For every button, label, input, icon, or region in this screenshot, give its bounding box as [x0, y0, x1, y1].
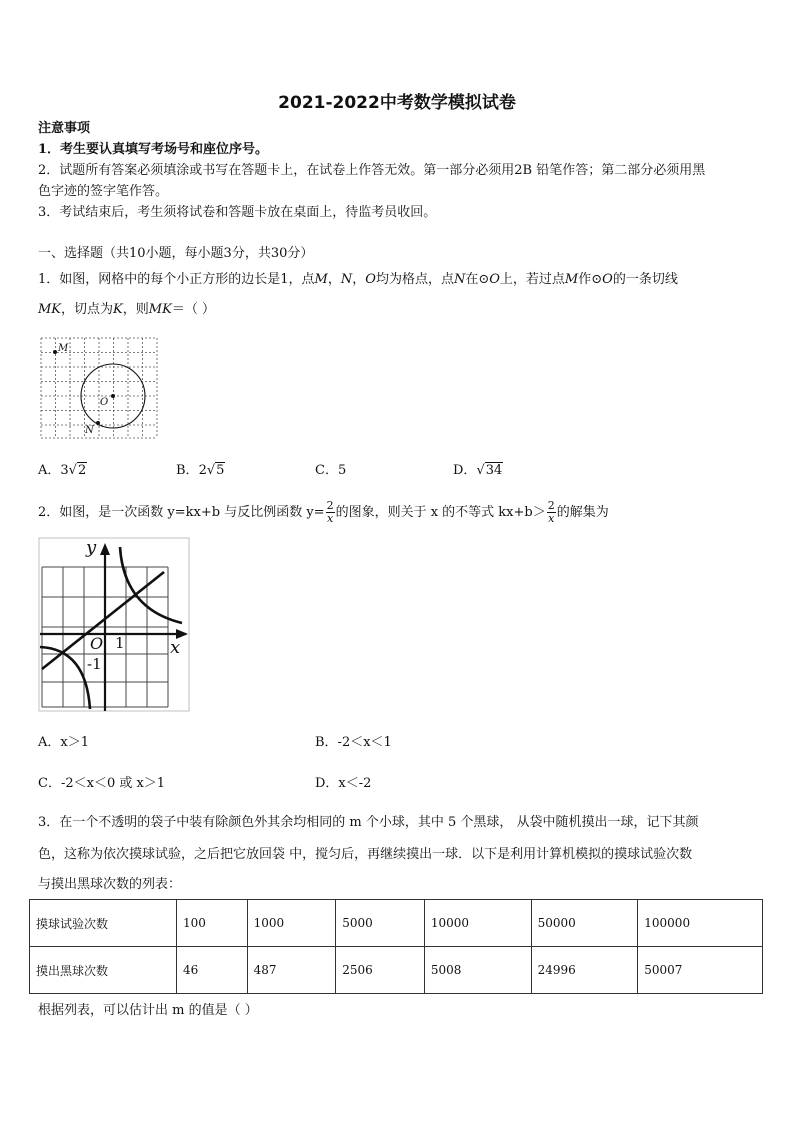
table-cell: 10000 — [424, 900, 531, 947]
table-row — [30, 900, 763, 947]
tick-label-one: 1 — [115, 634, 125, 652]
trial-results-table — [29, 899, 763, 994]
x-axis-label: x — [170, 637, 181, 658]
notice-line: 1．考生要认真填写考场号和座位序号。 — [38, 142, 269, 157]
option-d: D．x＜-2 — [315, 776, 372, 791]
point-m-label: M — [58, 343, 69, 354]
question-3-stem: 与摸出黑球次数的列表： — [38, 877, 182, 892]
notice-line: 色字迹的签字笔作答。 — [38, 184, 169, 199]
fraction-2-over-x: $\frac{2}{x}$ — [326, 499, 334, 525]
question-1-stem: 1．如图，网格中的每个小正方形的边长是1，点M，N，O均为格点，点N在⊙O上，若过点M作⊙O的一条切线 — [38, 272, 678, 287]
origin-label: O — [90, 634, 104, 653]
table-row — [30, 947, 763, 994]
option-a: A．x＞1 — [38, 735, 89, 750]
notice-line: 2．试题所有答案必须填涂或书写在答题卡上，在试卷上作答无效。第一部分必须用2B 铅笔作答；第二部分必须用黑 — [38, 163, 706, 178]
table-cell: 1000 — [247, 900, 336, 947]
option-c: C．-2＜x＜0 或 x＞1 — [38, 776, 166, 791]
question-2-stem: 2．如图，是一次函数 y=kx+b 与反比例函数 y= $\frac{2}{x}$ 的图象，则关于 x 的不等式 kx+b＞ $\frac{2}{x}$ 的解集为 — [38, 499, 609, 525]
fraction-2-over-x: $\frac{2}{x}$ — [547, 499, 555, 525]
question-3-prompt: 根据列表，可以估计出 m 的值是（ ） — [38, 1003, 258, 1018]
table-cell: 487 — [247, 947, 336, 994]
option-a: A．3√2 — [38, 463, 87, 478]
question-1-stem-cont: MK，切点为K，则MK＝（ ） — [38, 302, 215, 317]
table-cell: 5008 — [424, 947, 531, 994]
option-d: D．√34 — [453, 463, 503, 478]
table-cell: 50000 — [531, 900, 638, 947]
table-cell: 100 — [177, 900, 248, 947]
table-cell: 5000 — [336, 900, 425, 947]
table-cell: 24996 — [531, 947, 638, 994]
function-graph-figure — [38, 537, 190, 712]
grid-circle-figure — [40, 337, 160, 442]
option-c: C．5 — [315, 463, 347, 478]
table-cell: 2506 — [336, 947, 425, 994]
point-o-label: O — [100, 397, 109, 408]
table-cell: 50007 — [638, 947, 763, 994]
table-cell: 46 — [177, 947, 248, 994]
option-b: B．-2＜x＜1 — [315, 735, 392, 750]
question-3-stem: 色，这称为依次摸球试验，之后把它放回袋 中，搅匀后，再继续摸出一球．以下是利用计算机模拟的摸球试验次数 — [38, 847, 693, 862]
question-3-stem: 3．在一个不透明的袋子中装有除颜色外其余均相同的 m 个小球，其中 5 个黑球， 从袋中随机摸出一球，记下其颜 — [38, 815, 699, 830]
table-cell: 100000 — [638, 900, 763, 947]
y-axis-label: y — [86, 537, 97, 558]
table-cell: 摸出黑球次数 — [30, 947, 177, 994]
table-cell: 摸球试验次数 — [30, 900, 177, 947]
page-title: 2021-2022中考数学模拟试卷 — [278, 93, 516, 113]
tick-label-neg-one: -1 — [87, 655, 102, 673]
notice-heading: 注意事项 — [38, 121, 91, 136]
section-heading: 一、选择题（共10小题，每小题3分，共30分） — [38, 246, 314, 261]
notice-line: 3．考试结束后，考生须将试卷和答题卡放在桌面上，待监考员收回。 — [38, 205, 437, 220]
option-b: B．2√5 — [176, 463, 225, 478]
point-n-label: N — [85, 425, 94, 436]
